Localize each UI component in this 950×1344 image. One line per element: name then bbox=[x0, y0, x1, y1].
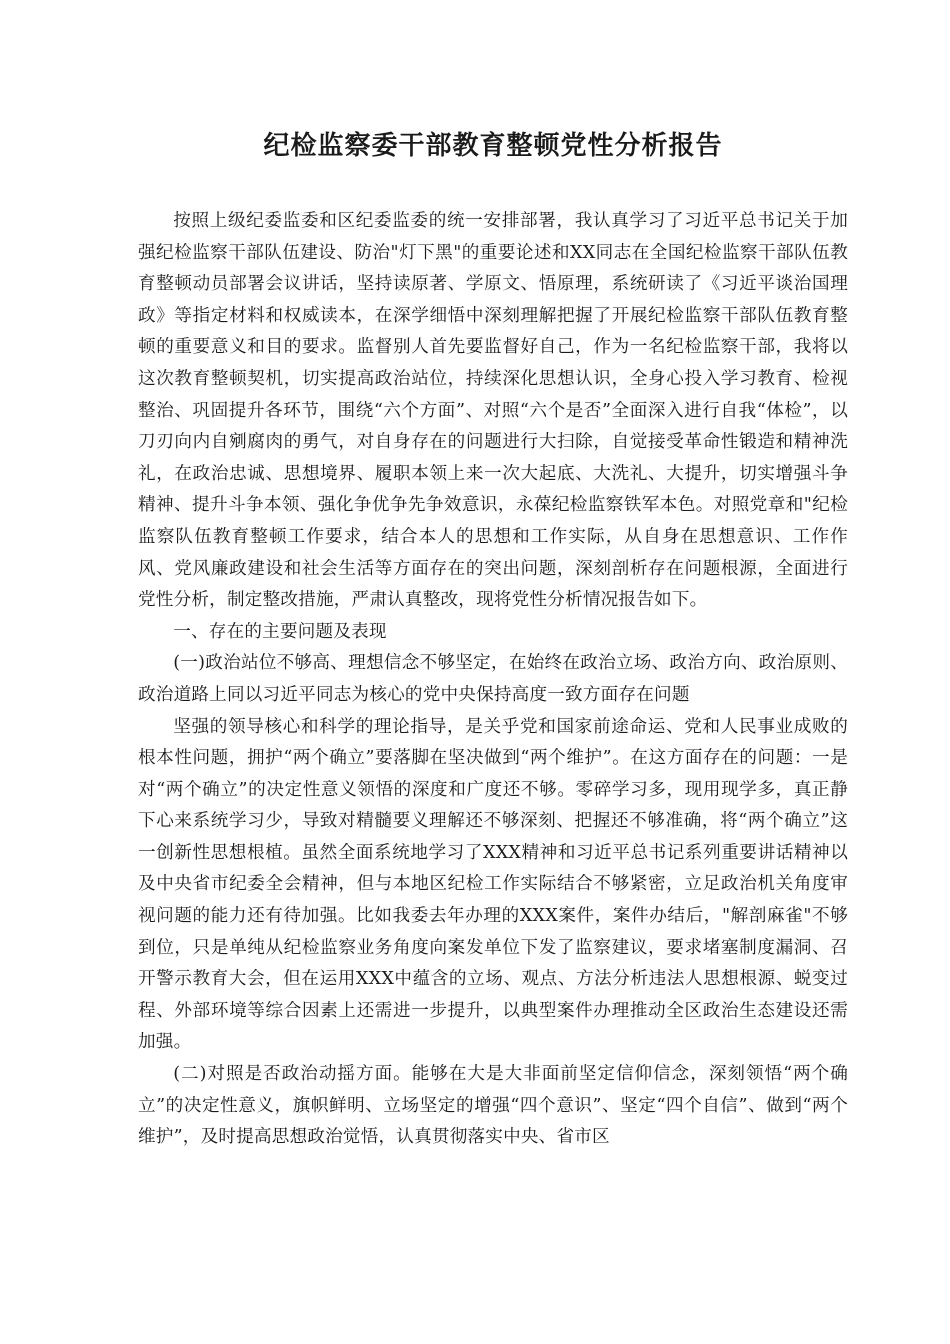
paragraph-political-stance-detail: 坚强的领导核心和科学的理论指导，是关乎党和国家前途命运、党和人民事业成败的根本性问题，拥护“两个确立”要落脚在坚决做到“两个维护”。在这方面存在的问题：一是对“两个确立”的决定性意义领悟的深度和广度还不够。零碎学习多，现用现学多，真正静下心来系统学习少，导致对精髓要义理解还不够深刻、把握还不够准确，将“两个确立”这一创新性思想根植。虽然全面系统地学习了XXX精神和习近平总书记系列重要讲话精神以及中央省市纪委全会精神，但与本地区纪检工作实际结合不够紧密，立足政治机关角度审视问题的能力还有待加强。比如我委去年办理的XXX案件，案件办结后，"解剖麻雀"不够到位，只是单纯从纪检监察业务角度向案发单位下发了监察建议，要求堵塞制度漏洞、召开警示教育大会，但在运用XXX中蕴含的立场、观点、方法分析违法人思想根源、蜕变过程、外部环境等综合因素上还需进一步提升，以典型案件办理推动全区政治生态建设还需加强。 bbox=[138, 716, 848, 1053]
document-body bbox=[138, 206, 848, 1154]
section-heading-main-problems: 一、存在的主要问题及表现 bbox=[173, 621, 387, 642]
paragraph-intro: 按照上级纪委监委和区纪委监委的统一安排部署，我认真学习了习近平总书记关于加强纪检监察干部队伍建设、防治"灯下黑"的重要论述和XX同志在全国纪检监察干部队伍教育整顿动员部署会议讲话，坚持读原著、学原文、悟原理，系统研读了《习近平谈治国理政》等指定材料和权威读本，在深学细悟中深刻理解把握了开展纪检监察干部队伍教育整顿的重要意义和目的要求。监督别人首先要监督好自己，作为一名纪检监察干部，我将以这次教育整顿契机，切实提高政治站位，持续深化思想认识，全身心投入学习教育、检视整治、巩固提升各环节，围绕“六个方面”、对照“六个是否”全面深入进行自我“体检”，以刀刃向内自剜腐肉的勇气，对自身存在的问题进行大扫除，自觉接受革命性锻造和精神洗礼，在政治忠诚、思想境界、履职本领上来一次大起底、大洗礼、大提升，切实增强斗争精神、提升斗争本领、强化争优争先争效意识，永葆纪检监察铁军本色。对照党章和"纪检监察队伍教育整顿工作要求，结合本人的思想和工作实际，从自身在思想意识、工作作风、党风廉政建设和社会生活等方面存在的突出问题，深刻剖析存在问题根源，全面进行党性分析，制定整改措施，严肃认真整改，现将党性分析情况报告如下。 bbox=[138, 211, 848, 611]
paragraph-political-wavering: (二)对照是否政治动摇方面。能够在大是大非面前坚定信仰信念，深刻领悟“两个确立”的决定性意义，旗帜鲜明、立场坚定的增强“四个意识”、坚定“四个自信”、做到“两个维护”，及时提高思想政治觉悟，认真贯彻落实中央、省市区 bbox=[138, 1064, 848, 1148]
subsection-heading-political-stance: (一)政治站位不够高、理想信念不够坚定，在始终在政治立场、政治方向、政治原则、政治道路上同以习近平同志为核心的党中央保持高度一致方面存在问题 bbox=[138, 653, 848, 705]
document-title: 纪检监察委干部教育整顿党性分析报告 bbox=[263, 131, 723, 161]
